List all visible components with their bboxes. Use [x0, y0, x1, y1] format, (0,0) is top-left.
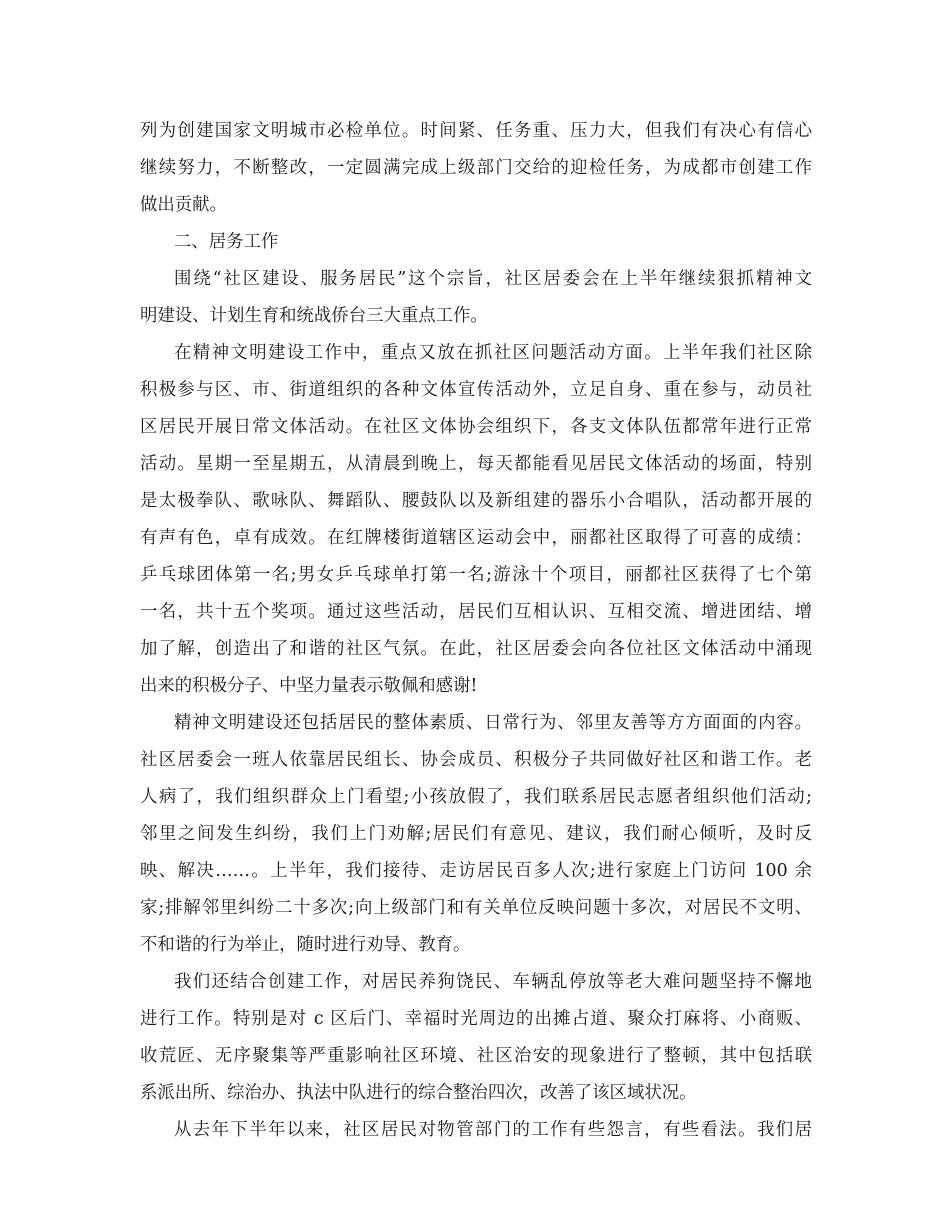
text-line: 列为创建国家文明城市必检单位。时间紧、任务重、压力大，但我们有决心有信心 — [140, 121, 812, 141]
text-line: 明建设、计划生育和统战侨台三大重点工作。 — [140, 306, 488, 326]
text-line: 收荒匠、无序聚集等严重影响社区环境、社区治安的现象进行了整顿，其中包括联 — [140, 1046, 812, 1066]
text-line: 一名，共十五个奖项。通过这些活动，居民们互相认识、互相交流、增进团结、增 — [140, 602, 812, 622]
text-line: 积极参与区、市、街道组织的各种文体宣传活动外，立足自身、重在参与，动员社 — [140, 380, 812, 400]
text-line: 邻里之间发生纠纷，我们上门劝解;居民们有意见、建议，我们耐心倾听，及时反 — [140, 824, 812, 844]
text-line: 出来的积极分子、中坚力量表示敬佩和感谢! — [140, 676, 478, 696]
text-line: 人病了，我们组织群众上门看望;小孩放假了，我们联系居民志愿者组织他们活动; — [140, 787, 812, 807]
text-line: 在精神文明建设工作中，重点又放在抓社区问题活动方面。上半年我们社区除 — [174, 343, 812, 363]
text-line: 围绕“社区建设、服务居民”这个宗旨，社区居委会在上半年继续狠抓精神文 — [174, 269, 812, 289]
text-line: 社区居委会一班人依靠居民组长、协会成员、积极分子共同做好社区和谐工作。老 — [140, 750, 812, 770]
text-line: 映、解决……。上半年，我们接待、走访居民百多人次;进行家庭上门访问 100 余 — [140, 861, 812, 881]
text-line: 继续努力，不断整改，一定圆满完成上级部门交给的迎检任务，为成都市创建工作 — [140, 158, 812, 178]
text-line: 活动。星期一至星期五，从清晨到晚上，每天都能看见居民文体活动的场面，特别 — [140, 454, 812, 474]
text-line: 从去年下半年以来，社区居民对物管部门的工作有些怨言，有些看法。我们居 — [174, 1120, 812, 1140]
text-line: 精神文明建设还包括居民的整体素质、日常行为、邻里友善等方方面面的内容。 — [174, 713, 812, 733]
text-line: 系派出所、综治办、执法中队进行的综合整治四次，改善了该区域状况。 — [140, 1083, 697, 1103]
text-line: 我们还结合创建工作，对居民养狗饶民、车辆乱停放等老大难问题坚持不懈地 — [174, 972, 812, 992]
text-line: 是太极拳队、歌咏队、舞蹈队、腰鼓队以及新组建的器乐小合唱队，活动都开展的 — [140, 491, 812, 511]
document-body — [140, 113, 812, 1149]
text-line: 做出贡献。 — [140, 195, 227, 215]
text-line: 乒乓球团体第一名;男女乒乓球单打第一名;游泳十个项目，丽都社区获得了七个第 — [140, 565, 812, 585]
text-line: 区居民开展日常文体活动。在社区文体协会组织下，各支文体队伍都常年进行正常 — [140, 417, 812, 437]
text-line: 进行工作。特别是对 c 区后门、幸福时光周边的出摊占道、聚众打麻将、小商贩、 — [140, 1009, 812, 1029]
text-line: 有声有色，卓有成效。在红牌楼街道辖区运动会中，丽都社区取得了可喜的成绩： — [140, 528, 812, 548]
text-line: 加了解，创造出了和谐的社区气氛。在此，社区居委会向各位社区文体活动中涌现 — [140, 639, 812, 659]
text-line: 二、居务工作 — [174, 232, 279, 252]
text-line: 不和谐的行为举止，随时进行劝导、教育。 — [140, 935, 471, 955]
text-line: 家;排解邻里纠纷二十多次;向上级部门和有关单位反映问题十多次，对居民不文明、 — [140, 898, 812, 918]
